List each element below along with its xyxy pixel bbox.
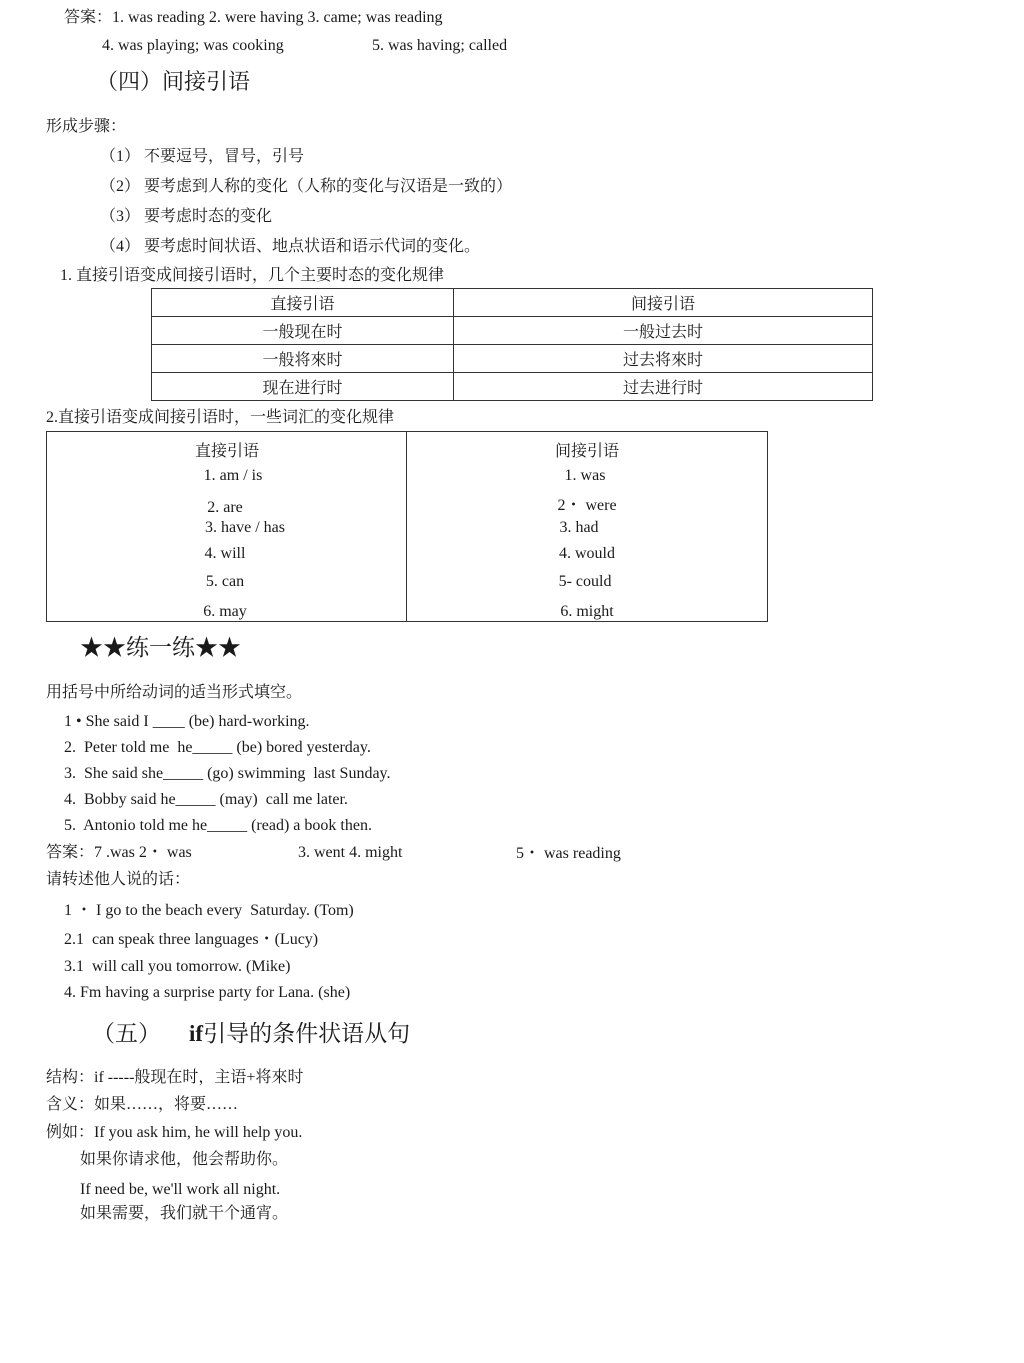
practice-item-2: 2. Peter told me he_____ (be) bored yesterday. bbox=[64, 739, 371, 756]
example-line: 例如：If you ask him, he will help you. bbox=[46, 1124, 303, 1141]
step-2: （2） 要考虑到人称的变化（人称的变化与汉语是一致的） bbox=[100, 178, 513, 195]
section-5-prefix: （五） bbox=[92, 1021, 161, 1046]
vocab-indirect-4: 4. would bbox=[559, 545, 615, 562]
rule-2-title: 2.直接引语变成间接引语时，一些词汇的变化规律 bbox=[46, 409, 395, 426]
vocab-direct-6: 6. may bbox=[203, 603, 247, 620]
table-cell: 一般将來时 bbox=[152, 345, 454, 373]
example-1-translation: 如果你请求他，他会帮助你。 bbox=[80, 1151, 289, 1168]
table-cell: 过去将來时 bbox=[454, 345, 873, 373]
vocab-change-table bbox=[46, 431, 768, 622]
step-3: （3） 要考虑时态的变化 bbox=[100, 208, 273, 225]
report-item-1: 1 ・ I go to the beach every Saturday. (Tom) bbox=[64, 902, 354, 919]
vocab-indirect-5: 5- could bbox=[558, 573, 612, 590]
vocab-direct-5: 5. can bbox=[205, 573, 245, 590]
table-divider bbox=[406, 432, 407, 621]
report-label: 请转述他人说的话： bbox=[46, 871, 191, 888]
rule-1-title: 1. 直接引语变成间接引语时，几个主要时态的变化规律 bbox=[60, 267, 445, 284]
table-header-direct: 直接引语 bbox=[152, 289, 454, 317]
step-4: （4） 要考虑时间状语、地点状语和语示代词的变化。 bbox=[100, 238, 481, 255]
table-cell: 过去进行时 bbox=[454, 373, 873, 401]
vocab-indirect-1: 1. was bbox=[564, 467, 606, 484]
steps-label: 形成步骤： bbox=[46, 118, 127, 135]
practice-answer-b: 3. went 4. might bbox=[298, 844, 403, 861]
vocab-direct-4: 4. will bbox=[204, 545, 246, 562]
section-5-if: if bbox=[189, 1021, 204, 1046]
table-row bbox=[152, 345, 873, 373]
practice-title: ★★练一练★★ bbox=[80, 635, 241, 660]
practice-item-1: 1 • She said I ____ (be) hard-working. bbox=[64, 713, 310, 730]
table-cell: 现在进行时 bbox=[152, 373, 454, 401]
vocab-direct-2: 2. are bbox=[207, 499, 243, 516]
report-item-3: 3.1 will call you tomorrow. (Mike) bbox=[64, 958, 291, 975]
tense-change-table bbox=[151, 288, 873, 401]
step-1: （1） 不要逗号，冒号，引号 bbox=[100, 148, 305, 165]
example-2-english: If need be, we'll work all night. bbox=[80, 1181, 281, 1198]
practice-item-5: 5. Antonio told me he_____ (read) a book then. bbox=[64, 817, 372, 834]
section-5-rest: 引导的条件状语从句 bbox=[203, 1021, 411, 1046]
practice-instruction: 用括号中所给动词的适当形式填空。 bbox=[46, 684, 303, 701]
answer-line-1: 答案：1. was reading 2. were having 3. came; was reading bbox=[64, 9, 443, 26]
table-row bbox=[152, 373, 873, 401]
vocab-header-direct: 直接引语 bbox=[194, 443, 259, 460]
example-2-translation: 如果需要，我们就干个通宵。 bbox=[80, 1205, 289, 1222]
report-item-2: 2.1 can speak three languages・(Lucy) bbox=[64, 931, 319, 948]
table-row bbox=[152, 317, 873, 345]
answer-line-2b: 5. was having; called bbox=[372, 37, 508, 54]
structure-line: 结构：if -----般现在时，主语+将來时 bbox=[46, 1069, 304, 1086]
table-header-row bbox=[152, 289, 873, 317]
meaning-line: 含义：如果……，将要…… bbox=[46, 1096, 239, 1113]
practice-answer-c: 5・ was reading bbox=[516, 845, 621, 862]
table-cell: 一般现在时 bbox=[152, 317, 454, 345]
practice-item-4: 4. Bobby said he_____ (may) call me later. bbox=[64, 791, 348, 808]
vocab-indirect-6: 6. might bbox=[560, 603, 614, 620]
answer-line-2a: 4. was playing; was cooking bbox=[102, 37, 284, 54]
vocab-indirect-3: 3. had bbox=[559, 519, 599, 536]
report-item-4: 4. Fm having a surprise party for Lana. (she) bbox=[64, 984, 351, 1001]
vocab-direct-1: 1. am / is bbox=[203, 467, 263, 484]
practice-item-3: 3. She said she_____ (go) swimming last Sunday. bbox=[64, 765, 391, 782]
section-5-title bbox=[92, 1020, 410, 1048]
practice-answer-a: 答案：7 .was 2・ was bbox=[46, 844, 192, 861]
table-header-indirect: 间接引语 bbox=[454, 289, 873, 317]
vocab-header-indirect: 间接引语 bbox=[554, 443, 619, 460]
table-cell: 一般过去时 bbox=[454, 317, 873, 345]
vocab-direct-3: 3. have / has bbox=[205, 519, 285, 536]
vocab-indirect-2: 2・ were bbox=[557, 497, 617, 514]
section-4-title: （四）间接引语 bbox=[96, 69, 251, 94]
